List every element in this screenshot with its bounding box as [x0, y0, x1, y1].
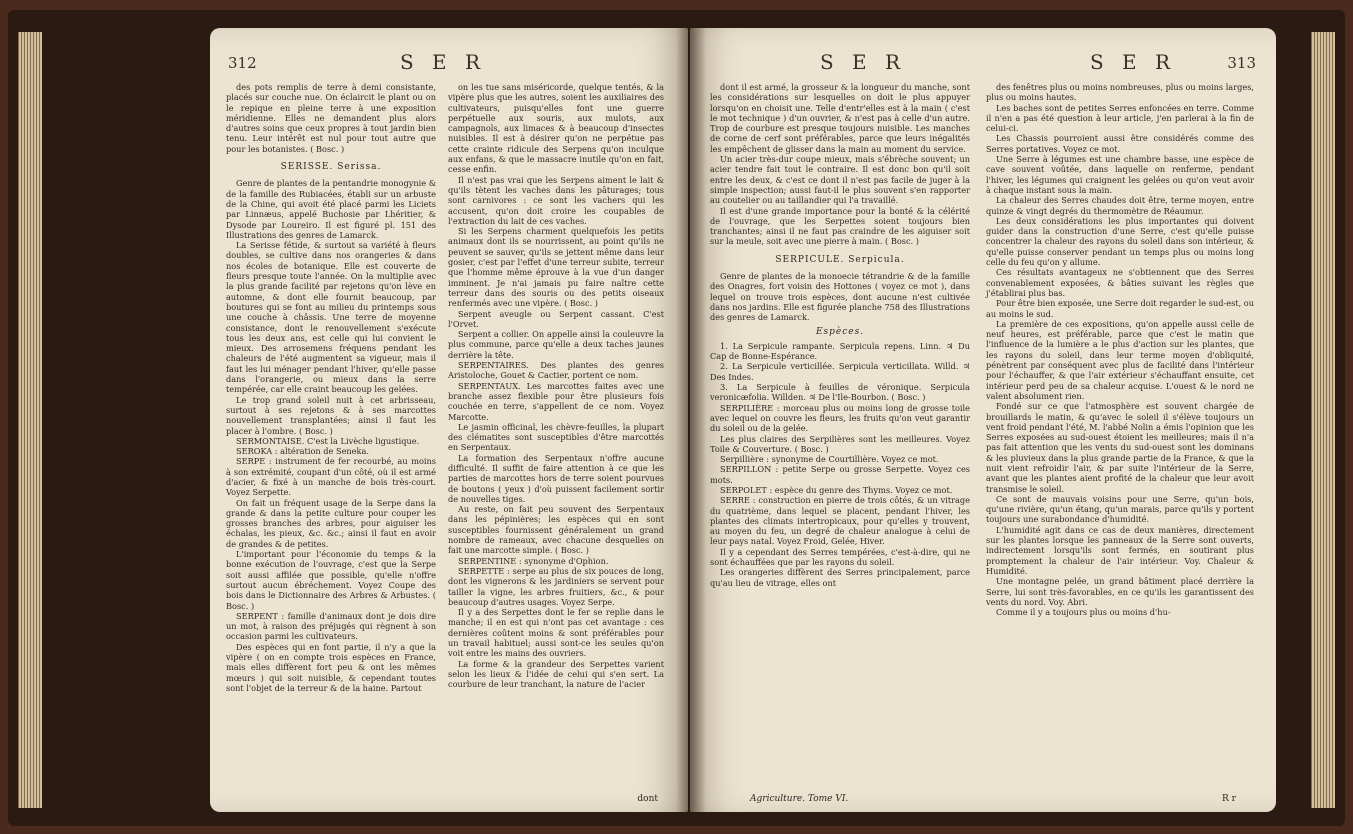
gutter-shadow — [676, 28, 706, 812]
right-column-1 — [710, 82, 970, 588]
paragraph: Genre de plantes de la pentandrie monogynie & de la famille des Rubiacées, établi sur un arbuste de la Chine, qui avoit été placé parmi les Liciets par Linnæus, appelé Buchosie par Lhéritier, & Dysode par Loureiro. Il est figuré pl. 151 des Illustrations des genres de Lamarck. — [226, 178, 436, 240]
paragraph: SERPE : instrument de fer recourbé, au moins à son extrémité, coupant d'un côté, où il est armé d'acier, & fixé à un manche de bois très-court. Voyez Serpette. — [226, 456, 436, 498]
paragraph: Les deux considérations les plus importantes qui doivent guider dans la construction d'une Serre, c'est qu'elle puisse concentrer la chaleur des rayons du soleil dans son intérieur, & qu'elle puisse conserver pendant un temps plus ou moins long celle du feu qu'on y allume. — [986, 215, 1254, 268]
paragraph: Serpillière : synonyme de Courtillière. Voyez ce mot. — [720, 454, 939, 465]
paragraph: Il est d'une grande importance pour la bonté & la célérité de l'ouvrage, que les Serpettes soient toujours bien tranchantes; ainsi il ne faut pas craindre de les aiguiser soit sur la meule, soit avec une pierre à main. ( Bosc. ) — [710, 205, 970, 247]
paragraph: Au reste, on fait peu souvent des Serpentaux dans les pépinières; les espèces qui en sont susceptibles fournissent généralement un grand nombre de rameaux, avec chacune desquelles on fait une marcotte simple. ( Bosc. ) — [448, 504, 664, 556]
entry-heading: SERPICULE. Serpicula. — [775, 254, 905, 265]
paragraph: SERPENT : famille d'animaux dont je dois dire un mot, à raison des préjugés qui règnent à son occasion parmi les cultivateurs. — [226, 610, 436, 642]
paragraph: La forme & la grandeur des Serpettes varient selon les lieux & l'idée de celui qui s'en sert. La courbure de leur tranchant, la nature de l'acier — [448, 658, 664, 690]
paragraph: L'humidité agit dans ce cas de deux manières, directement sur les plantes lorsque les panneaux de la Serre sont ouverts, indirectement lorsqu'ils sont fermés, en soutirant plus promptement la chaleur de l'air intérieur. Voy. Chaleur & Humidité. — [986, 524, 1254, 576]
paragraph: SERPENTAUX. Les marcottes faites avec une branche assez flexible pour être plusieurs fois couchée en terre, s'appellent de ce nom. Voyez Marcotte. — [448, 380, 664, 422]
paragraph: Une montagne pelée, un grand bâtiment placé derrière la Serre, lui sont très-favorables, en ce qu'ils les garantissent des vents du nord. Voy. Abri. — [986, 576, 1254, 607]
paragraph: Ce sont de mauvais voisins pour une Serre, qu'un bois, qu'une rivière, qu'un étang, qu'un marais, parce qu'ils y portent toujours une surabondance d'humidité. — [986, 493, 1254, 525]
paragraph: Pour être bien exposée, une Serre doit regarder le sud-est, ou au moins le sud. — [986, 298, 1254, 319]
paragraph: 3. La Serpicule à feuilles de véronique. Serpicula veronicæfolia. Willden. ♃ De l'Ile-Bourbon. ( Bosc. ) — [710, 382, 970, 403]
left-page — [210, 28, 688, 812]
paragraph: dont il est armé, la grosseur & la longueur du manche, sont les considérations sur lesquelles on doit le plus appuyer lorsqu'on en choisit une. Telle d'entr'elles est à la main ( c'est le mot technique ) d'un ouvrier, & n'est pas à celle d'un autre. Trop de courbure est presque toujours nuisible. Les manches de corne de cerf sont préférables, parce que leurs inégalités les empêchent de glisser dans la main au moment du service. — [710, 82, 970, 154]
paragraph: Les Chassis pourroient aussi être considérés comme des Serres portatives. Voyez ce mot. — [986, 133, 1254, 154]
paragraph: SERPENTINE : synonyme d'Ophion. — [458, 555, 609, 566]
paragraph: SERPETTE : serpe au plus de six pouces de long, dont les vignerons & les jardiniers se servent pour tailler la vigne, les arbres fruitiers, &c., & pour beaucoup d'autres usages. Voyez Serpe. — [448, 565, 664, 607]
paragraph: on les tue sans miséricorde, quelque tentés, & la vipère plus que les autres, soient les auxiliaires des cultivateurs, puisqu'elles font une guerre perpétuelle aux souris, aux mulots, aux campagnols, aux limaces & à beaucoup d'insectes nuisibles. Il est à désirer qu'on ne perpétue pas cette crainte ridicule des Serpens qu'on inculque aux enfans, & que le massacre inutile qu'on en fait, cesse enfin. — [448, 82, 664, 175]
paragraph: des fenêtres plus ou moins nombreuses, plus ou moins larges, plus ou moins hautes. — [986, 82, 1254, 103]
paragraph: Serpent aveugle ou Serpent cassant. C'est l'Orvet. — [448, 308, 664, 329]
left-column-2 — [448, 82, 664, 690]
paragraph: Un acier très-dur coupe mieux, mais s'ébrèche souvent; un acier tendre fait tout le contraire. Il est donc bon qu'il soit entre les deux, & c'est ce dont il n'est pas facile de juger à la simple inspection; aussi faut-il le plus souvent s'en rapporter au coutelier ou au taillandier qui l'a travaillé. — [710, 154, 970, 206]
paragraph: SERMONTAISE. C'est la Livèche ligustique. — [236, 435, 420, 446]
paragraph: SERPOLET : espèce du genre des Thyms. Voyez ce mot. — [720, 484, 953, 495]
paragraph: Une Serre à légumes est une chambre basse, une espèce de cave souvent voûtée, dans laquelle on renferme, pendant l'hiver, les légumes qui craignent les gelées ou qu'on veut avoir à chaque instant sous la main. — [986, 154, 1254, 195]
paragraph: On fait un fréquent usage de la Serpe dans la grande & dans la petite culture pour couper les grosses branches des arbres, pour aiguiser les échalas, les pieux, &c. &c.; ainsi il faut en avoir de grandes & de petites. — [226, 497, 436, 549]
paragraph: Il y a cependant des Serres tempérées, c'est-à-dire, qui ne sont échauffées que par les rayons du soleil. — [710, 546, 970, 568]
paragraph: SEROKA : altération de Seneka. — [236, 446, 369, 457]
paragraph: Genre de plantes de la monoecie tétrandrie & de la famille des Onagres, fort voisin des Hottones ( voyez ce mot ), dans lequel on trouve trois espèces, dont aucune n'est cultivée dans nos jardins. Elle est figurée planche 758 des Illustrations des genres de Lamarck. — [710, 271, 970, 323]
page-edges-right — [1311, 32, 1335, 808]
paragraph: SERPILLON : petite Serpe ou grosse Serpette. Voyez ces mots. — [710, 464, 970, 485]
running-head-right-1: S E R — [820, 50, 907, 74]
book-spread — [8, 10, 1345, 826]
subheading: Espèces. — [815, 326, 865, 337]
signature-line: Agriculture. Tome VI. — [750, 794, 849, 804]
running-head: S E R — [400, 50, 487, 74]
paragraph: Il n'est pas vrai que les Serpens aiment le lait & qu'ils tètent les vaches dans les pâturages; tous sont carnivores : ce sont les vachers qui les accusent, qu'on doit croire les coupables de l'extraction du lait de ces vaches. — [448, 174, 664, 226]
paragraph: 2. La Serpicule verticillée. Serpicula verticillata. Willd. ♃ Des Indes. — [710, 361, 970, 382]
paragraph: SERPENTAIRES. Des plantes des genres Aristoloche, Gouet & Cactier, portent ce nom. — [448, 360, 664, 381]
paragraph: Il y a des Serpettes dont le fer se replie dans le manche; il en est qui n'ont pas cet avantage : ces dernières coûtent moins & sont préférables pour un travail habituel; aussi sont-ce les seules qu'on voit entre les mains des ouvriers. — [448, 607, 664, 659]
paragraph: SERRE : construction en pierre de trois côtés, & un vitrage du quatrième, dans lequel se placent, pendant l'hiver, les plantes des climats intertropicaux, pour qu'elles y trouvent, au moyen du feu, un degré de chaleur analogue à celui de leur pays natal. Voyez Froid, Gelée, Hiver. — [710, 495, 970, 547]
page-edges-left — [18, 32, 42, 808]
paragraph: Le jasmin officinal, les chèvre-feuilles, la plupart des clématites sont susceptibles d'être marcottés en Serpentaux. — [448, 421, 664, 453]
paragraph: Ces résultats avantageux ne s'obtiennent que des Serres convenablement exposées, & bâties suivant les règles que j'établirai plus bas. — [986, 267, 1254, 298]
paragraph: Serpent a collier. On appelle ainsi la couleuvre la plus commune, parce qu'elle a deux taches jaunes derrière la tête. — [448, 329, 664, 360]
paragraph: La formation des Serpentaux n'offre aucune difficulté. Il suffit de faire attention à ce que les parties de marcottes hors de terre soient pourvues de boutons ( yeux ) d'où puissent facilement sortir de nouvelles tiges. — [448, 452, 664, 504]
paragraph: Des espèces qui en font partie, il n'y a que la vipère ( on en compte trois espèces en France, mais elles diffèrent fort peu & ont les mêmes mœurs ) qui soit nuisible, & cependant toutes sont l'objet de la terreur & de la haine. Partout — [226, 641, 436, 693]
paragraph: Comme il y a toujours plus ou moins d'hu- — [996, 607, 1171, 618]
paragraph: Les baches sont de petites Serres enfoncées en terre. Comme il n'en a pas été question à leur article, j'en parlerai à la fin de celui-ci. — [986, 102, 1254, 134]
paragraph: 1. La Serpicule rampante. Serpicula repens. Linn. ♃ Du Cap de Bonne-Espérance. — [710, 340, 970, 362]
page-number-right: 313 — [1227, 54, 1256, 72]
catchword: dont — [637, 794, 658, 804]
paragraph: Les plus claires des Serpilières sont les meilleures. Voyez Toile & Couverture. ( Bosc. ) — [710, 433, 970, 454]
paragraph: La Serisse fétide, & surtout sa variété à fleurs doubles, se cultive dans nos orangeries & dans nos écoles de botanique. Elle est couverte de fleurs presque toute l'année. On la multiplie avec la plus grande facilité par rejetons qu'on lève en automne, & dont elle fournit beaucoup, par boutures qui se font au milieu du printemps sous une couche à châssis. Une terre de moyenne consistance, dont le renouvellement s'exécute tous les deux ans, est celle qui lui convient le mieux. Des arrosemens fréquens pendant les chaleurs de l'été augmentent sa vigueur, mais il faut les lui ménager pendant l'hiver, qu'elle passe dans l'orangerie, ou mieux dans la serre tempérée, car elle craint beaucoup les gelées. — [226, 240, 436, 395]
paragraph: La première de ces expositions, qu'on appelle aussi celle de neuf heures, est préférable, parce que c'est le matin que l'influence de la lumière a le plus d'action sur les plantes, que les rayons du soleil, dans leur terme moyen d'obliquité, pénètrent par conséquent avec plus de facilité dans l'intérieur pour l'échauffer, & que l'air extérieur s'échauffant ensuite, cet intérieur perd peu de sa chaleur acquise. L'ouest & le nord ne valent absolument rien. — [986, 318, 1254, 401]
paragraph: Fondé sur ce que l'atmosphère est souvent chargée de brouillards le matin, & qu'avec le soleil il s'élève toujours un vent froid pendant l'été, M. l'abbé Nolin a émis l'opinion que les Serres exposées au sud-ouest étoient les meilleures; mais il n'a pas fait attention que les vents du sud-ouest sont les dominans & les pluvieux dans la plus grande partie de la France, & que la nuit vient refroidir l'air, & par suite l'intérieur de la Serre, avant que les plantes aient profité de la chaleur que leur avoit transmise le soleil. — [986, 401, 1254, 494]
running-head-right-2: S E R — [1090, 50, 1177, 74]
paragraph: Si les Serpens charment quelquefois les petits animaux dont ils se nourrissent, au point qu'ils ne peuvent se sauver, qu'ils se jettent même dans leur gosier, c'est par l'effet d'une terreur subite, terreur que l'homme même éprouve à la vue d'un danger imminent. Je n'ai jamais pu faire naître cette terreur dans des souris ou des petits oiseaux renfermés avec une vipère. ( Bosc. ) — [448, 226, 664, 309]
signature-mark: R r — [1222, 794, 1236, 804]
paragraph: La chaleur des Serres chaudes doit être, terme moyen, entre quinze & vingt degrés du thermomètre de Réaumur. — [986, 195, 1254, 216]
right-page — [690, 28, 1276, 812]
entry-heading: SERISSE. Serissa. — [280, 162, 382, 173]
paragraph: SERPILIÈRE : morceau plus ou moins long de grosse toile avec lequel on couvre les fleurs, les fruits qu'on veut garantir du soleil ou de la gelée. — [710, 402, 970, 434]
paragraph: Le trop grand soleil nuit à cet arbrisseau, surtout à ses rejetons & à ses marcottes nouvellement transplantées; ainsi il faut les placer à l'ombre. ( Bosc. ) — [226, 394, 436, 436]
page-number: 312 — [228, 54, 257, 72]
paragraph: Les orangeries diffèrent des Serres principalement, parce qu'au lieu de vitrage, elles ont — [710, 567, 970, 588]
left-column-1 — [226, 82, 436, 693]
right-column-2 — [986, 82, 1254, 617]
paragraph: des pots remplis de terre à demi consistante, placés sur couche nue. On éclaircit le plant ou on le repique en pleine terre à une exposition méridienne. Elles ne demandent plus alors d'autres soins que ceux propres à tout jardin bien tenu. Leur intérêt est nul pour tout autre que pour les botanistes. ( Bosc. ) — [226, 82, 436, 154]
paragraph: L'important pour l'économie du temps & la bonne exécution de l'ouvrage, c'est que la Serpe soit aussi affilée que possible, qu'elle n'offre surtout aucun ébréchement. Voyez Coupe des bois dans le Dictionnaire des Arbres & Arbustes. ( Bosc. ) — [226, 549, 436, 611]
